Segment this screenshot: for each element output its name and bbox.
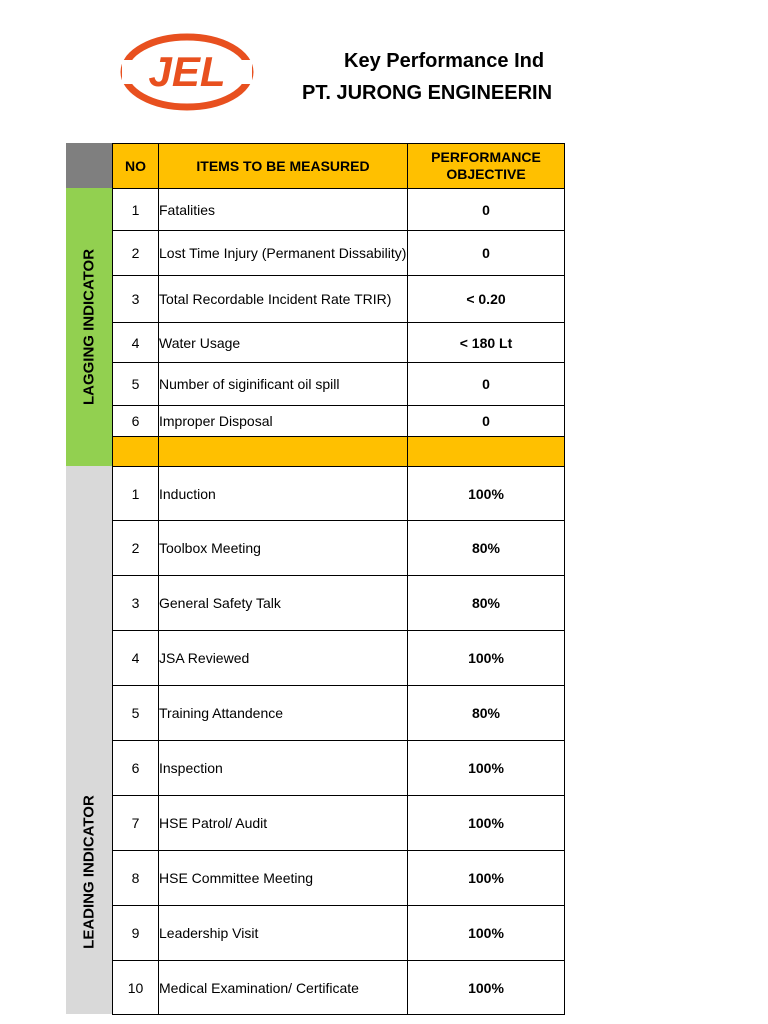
row-target: 100% xyxy=(408,467,565,521)
row-number: 1 xyxy=(113,467,159,521)
row-number: 2 xyxy=(113,231,159,276)
row-item: Improper Disposal xyxy=(159,406,408,437)
table-row xyxy=(113,323,565,363)
table-row xyxy=(113,741,565,796)
table-row xyxy=(113,406,565,437)
table-row xyxy=(113,276,565,323)
row-target: 0 xyxy=(408,189,565,231)
table-row xyxy=(113,576,565,631)
table-row xyxy=(113,686,565,741)
lagging-rows xyxy=(113,189,565,467)
logo-text: JEL xyxy=(148,48,226,95)
separator-cell xyxy=(113,437,159,467)
row-item: Toolbox Meeting xyxy=(159,521,408,576)
row-item: General Safety Talk xyxy=(159,576,408,631)
row-number: 10 xyxy=(113,961,159,1015)
row-item: HSE Committee Meeting xyxy=(159,851,408,906)
row-item: Water Usage xyxy=(159,323,408,363)
table-row xyxy=(113,906,565,961)
company-name: PT. JURONG ENGINEERIN xyxy=(302,82,553,104)
leading-indicator-label: LEADING INDICATOR xyxy=(80,794,98,949)
row-target: < 0.20 xyxy=(408,276,565,323)
row-target: 0 xyxy=(408,231,565,276)
title-area xyxy=(0,40,563,110)
row-target: 100% xyxy=(408,631,565,686)
table-row xyxy=(113,631,565,686)
row-target: 80% xyxy=(408,686,565,741)
table-row xyxy=(113,851,565,906)
row-number: 3 xyxy=(113,276,159,323)
table-row xyxy=(113,231,565,276)
table-row xyxy=(113,961,565,1015)
row-item: Total Recordable Incident Rate TRIR) xyxy=(159,276,408,323)
row-target: 100% xyxy=(408,741,565,796)
row-item: Induction xyxy=(159,467,408,521)
leading-rows xyxy=(113,467,565,1015)
row-number: 6 xyxy=(113,406,159,437)
row-target: 100% xyxy=(408,851,565,906)
table-header-row xyxy=(113,144,565,189)
column-header-items: ITEMS TO BE MEASURED xyxy=(159,144,408,189)
row-number: 8 xyxy=(113,851,159,906)
separator-cell xyxy=(408,437,565,467)
kpi-table xyxy=(112,143,565,1015)
separator-row xyxy=(113,437,565,467)
page-title: Key Performance Ind xyxy=(344,50,545,72)
row-item: Leadership Visit xyxy=(159,906,408,961)
row-target: 0 xyxy=(408,406,565,437)
table-row xyxy=(113,796,565,851)
row-item: HSE Patrol/ Audit xyxy=(159,796,408,851)
table-row xyxy=(113,189,565,231)
separator-cell xyxy=(159,437,408,467)
row-item: Medical Examination/ Certificate xyxy=(159,961,408,1015)
row-item: Fatalities xyxy=(159,189,408,231)
table-row xyxy=(113,363,565,406)
lagging-indicator-band xyxy=(66,188,112,466)
table-row xyxy=(113,467,565,521)
row-item: Number of siginificant oil spill xyxy=(159,363,408,406)
header-side-cell xyxy=(66,143,112,188)
table-row xyxy=(113,521,565,576)
row-number: 5 xyxy=(113,686,159,741)
row-item: Inspection xyxy=(159,741,408,796)
row-item: JSA Reviewed xyxy=(159,631,408,686)
row-number: 3 xyxy=(113,576,159,631)
row-number: 9 xyxy=(113,906,159,961)
row-item: Training Attandence xyxy=(159,686,408,741)
row-number: 6 xyxy=(113,741,159,796)
row-target: < 180 Lt xyxy=(408,323,565,363)
row-number: 4 xyxy=(113,323,159,363)
row-target: 80% xyxy=(408,521,565,576)
row-number: 7 xyxy=(113,796,159,851)
row-number: 5 xyxy=(113,363,159,406)
row-target: 100% xyxy=(408,961,565,1015)
row-item: Lost Time Injury (Permanent Dissability) xyxy=(159,231,408,276)
leading-indicator-band xyxy=(66,466,112,1014)
row-number: 4 xyxy=(113,631,159,686)
column-header-no: NO xyxy=(113,144,159,189)
row-target: 0 xyxy=(408,363,565,406)
column-header-performance: PERFORMANCE OBJECTIVE xyxy=(408,144,565,189)
row-number: 1 xyxy=(113,189,159,231)
row-target: 100% xyxy=(408,906,565,961)
row-target: 80% xyxy=(408,576,565,631)
row-target: 100% xyxy=(408,796,565,851)
lagging-indicator-label: LAGGING INDICATOR xyxy=(80,248,98,406)
row-number: 2 xyxy=(113,521,159,576)
